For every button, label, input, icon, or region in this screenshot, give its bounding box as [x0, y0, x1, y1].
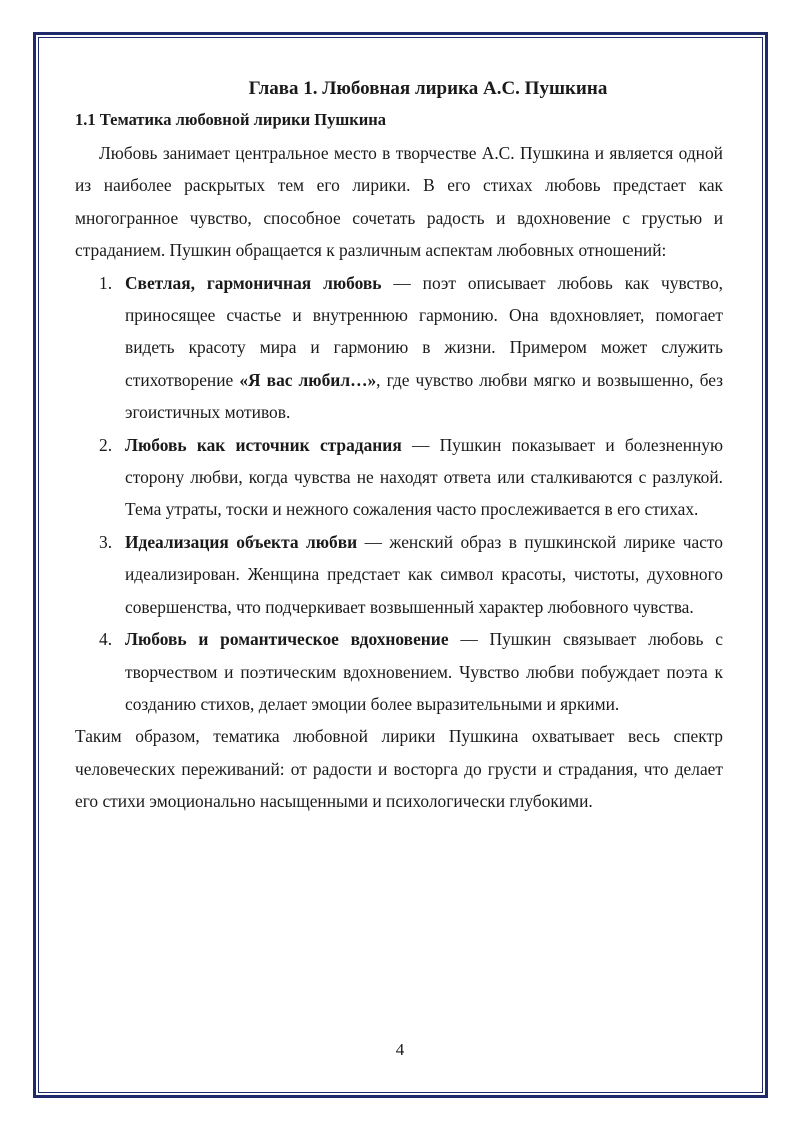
document-body — [75, 72, 723, 818]
list-item-text: — поэт описывает любовь как чувство, приносящее счастье и внутреннюю гармонию. Она вдохновляет, помогает видеть красоту мира и гармонию в жизни. Примером может служить стихотворение — [125, 272, 724, 390]
list-item-title: Любовь как источник страдания — [125, 434, 402, 455]
list-item-number: 1. — [99, 272, 113, 293]
list-item-title: Светлая, гармоничная любовь — [125, 272, 382, 293]
page-number: 4 — [395, 1040, 405, 1059]
list-item-number: 3. — [99, 531, 113, 552]
themes-list — [75, 267, 723, 721]
list-item — [75, 429, 723, 526]
list-item — [75, 267, 723, 429]
poem-title: «Я вас любил…» — [239, 369, 377, 390]
list-item — [75, 623, 723, 720]
list-item-title: Идеализация объекта любви — [125, 531, 358, 552]
chapter-title: Глава 1. Любовная лирика А.С. Пушкина — [248, 78, 608, 99]
list-item-text-end: , где чувство любви мягко и возвышенно, без эгоистичных мотивов. — [125, 369, 723, 423]
list-item-text: — Пушкин связывает любовь с творчеством и поэтическим вдохновением. Чувство любви побуждает поэта к созданию стихов, делает эмоции более выразительными и яркими. — [125, 629, 723, 714]
list-item-number: 4. — [99, 629, 113, 650]
list-item-text: — Пушкин показывает и болезненную сторону любви, когда чувства не находят ответа или сталкиваются с разлукой. Тема утраты, тоски и нежного сожаления часто прослеживается в его стихах. — [125, 434, 723, 520]
section-title: 1.1 Тематика любовной лирики Пушкина — [75, 110, 387, 129]
conclusion-paragraph: Таким образом, тематика любовной лирики Пушкина охватывает весь спектр человеческих переживаний: от радости и восторга до грусти и страдания, что делает его стихи эмоционально насыщенными и психологически глубокими. — [75, 726, 723, 812]
intro-paragraph: Любовь занимает центральное место в творчестве А.С. Пушкина и является одной из наиболее раскрытых тем его лирики. В его стихах любовь предстает как многогранное чувство, способное сочетать радость и вдохновение с грустью и страданием. Пушкин обращается к различным аспектам любовных отношений: — [75, 143, 723, 261]
list-item — [75, 526, 723, 623]
list-item-number: 2. — [99, 434, 113, 455]
list-item-text: — женский образ в пушкинской лирике часто идеализирован. Женщина предстает как символ красоты, чистоты, духовного совершенства, что подчеркивает возвышенный характер любовного чувства. — [125, 531, 724, 617]
list-item-title: Любовь и романтическое вдохновение — [125, 629, 449, 650]
